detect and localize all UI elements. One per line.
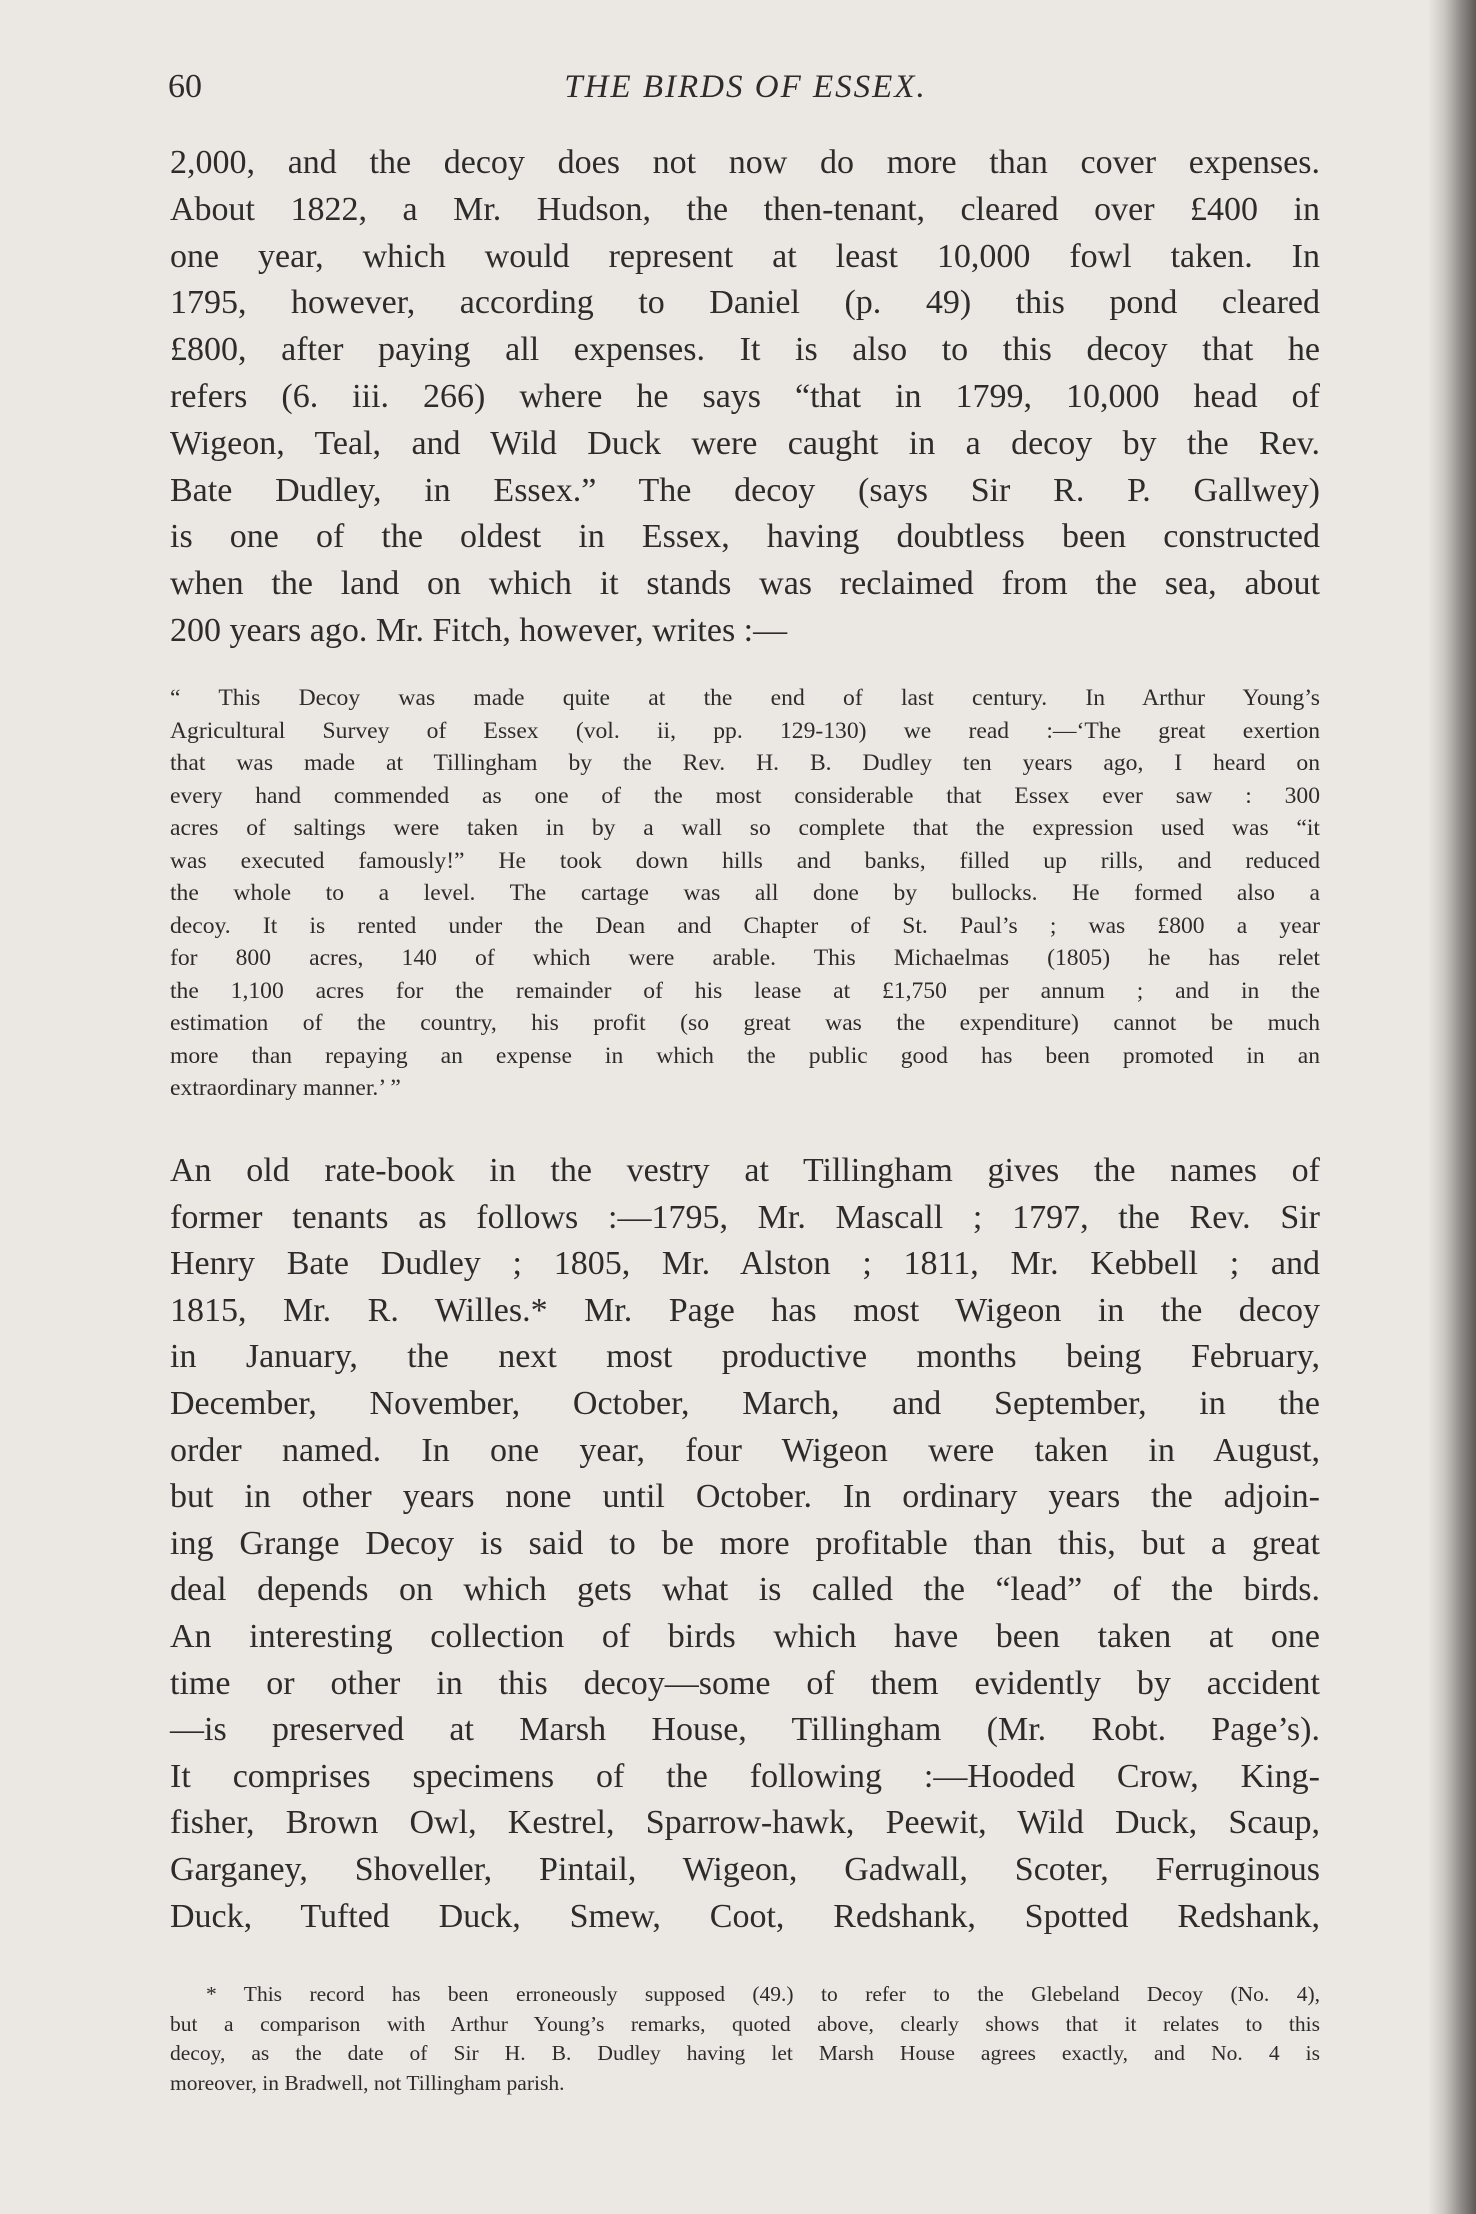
text-line: Duck, Tufted Duck, Smew, Coot, Redshank, Spotted Redshank, xyxy=(170,1897,1320,1935)
text-line: 1815, Mr. R. Willes.* Mr. Page has most Wigeon in the decoy xyxy=(170,1291,1320,1329)
quote-line: acres of saltings were taken in by a wall so complete that the expression used was “it xyxy=(170,815,1320,841)
text-line: Wigeon, Teal, and Wild Duck were caught in a decoy by the Rev. xyxy=(170,424,1320,462)
quote-line: for 800 acres, 140 of which were arable. This Michaelmas (1805) he has relet xyxy=(170,945,1320,971)
text-line: An interesting collection of birds which have been taken at one xyxy=(170,1617,1320,1655)
text-line: £800, after paying all expenses. It is also to this decoy that he xyxy=(170,331,1320,369)
text-line: 2,000, and the decoy does not now do more than cover expenses. xyxy=(170,144,1320,181)
quote-line: every hand commended as one of the most considerable that Essex ever saw : 300 xyxy=(170,782,1320,809)
text-line: About 1822, a Mr. Hudson, the then-tenant, cleared over £400 in xyxy=(170,190,1320,228)
text-line: refers (6. iii. 266) where he says “that in 1799, 10,000 head of xyxy=(170,377,1320,415)
text-line: It comprises specimens of the following :—Hooded Crow, King- xyxy=(170,1757,1320,1795)
footnote-line: decoy, as the date of Sir H. B. Dudley having let Marsh House agrees exactly, and No. 4 is xyxy=(170,2041,1320,2065)
quote-line: was executed famously!” He took down hills and banks, filled up rills, and reduced xyxy=(170,847,1320,874)
text-line: December, November, October, March, and September, in the xyxy=(170,1384,1320,1422)
quote-line: “ This Decoy was made quite at the end of last century. In Arthur Young’s xyxy=(170,685,1320,711)
quote-line: more than repaying an expense in which the public good has been promoted in an xyxy=(170,1042,1320,1069)
text-line: when the land on which it stands was reclaimed from the sea, about xyxy=(170,565,1320,603)
text-line: order named. In one year, four Wigeon were taken in August, xyxy=(170,1431,1320,1469)
body-paragraph-bottom xyxy=(170,1148,1320,1940)
page-number: 60 xyxy=(168,68,202,105)
quote-line: extraordinary manner.’ ” xyxy=(170,1075,401,1101)
quote-line: the 1,100 acres for the remainder of his lease at £1,750 per annum ; and in the xyxy=(170,977,1320,1004)
text-line: 1795, however, according to Daniel (p. 49) this pond cleared xyxy=(170,284,1320,322)
quote-line: decoy. It is rented under the Dean and Chapter of St. Paul’s ; was £800 a year xyxy=(170,912,1320,939)
text-line: —is preserved at Marsh House, Tillingham (Mr. Robt. Page’s). xyxy=(170,1711,1320,1749)
text-line: is one of the oldest in Essex, having doubtless been constructed xyxy=(170,518,1320,556)
text-line: Bate Dudley, in Essex.” The decoy (says Sir R. P. Gallwey) xyxy=(170,471,1320,509)
running-title: THE BIRDS OF ESSEX. xyxy=(564,69,927,105)
text-line: former tenants as follows :—1795, Mr. Mascall ; 1797, the Rev. Sir xyxy=(170,1198,1320,1236)
text-line: 200 years ago. Mr. Fitch, however, writes :— xyxy=(170,611,788,649)
binding-shadow xyxy=(1428,0,1476,2214)
quote-line: the whole to a level. The cartage was all done by bullocks. He formed also a xyxy=(170,880,1320,906)
quote-line: Agricultural Survey of Essex (vol. ii, pp. 129-130) we read :—‘The great exertion xyxy=(170,717,1320,744)
footnote-line: moreover, in Bradwell, not Tillingham parish. xyxy=(170,2070,565,2095)
text-line: deal depends on which gets what is called the “lead” of the birds. xyxy=(170,1571,1320,1609)
quote-line: estimation of the country, his profit (so great was the expenditure) cannot be much xyxy=(170,1010,1320,1036)
body-paragraph-top xyxy=(170,140,1320,655)
text-line: Henry Bate Dudley ; 1805, Mr. Alston ; 1811, Mr. Kebbell ; and xyxy=(170,1245,1320,1283)
footnote-line: * This record has been erroneously supposed (49.) to refer to the Glebeland Decoy (No. 4), xyxy=(206,1982,1320,2006)
footnote xyxy=(170,1980,1320,2098)
text-line: ing Grange Decoy is said to be more profitable than this, but a great xyxy=(170,1524,1320,1562)
text-line: fisher, Brown Owl, Kestrel, Sparrow-hawk, Peewit, Wild Duck, Scaup, xyxy=(170,1804,1320,1842)
text-line: in January, the next most productive months being February, xyxy=(170,1338,1320,1376)
quote-line: that was made at Tillingham by the Rev. H. B. Dudley ten years ago, I heard on xyxy=(170,750,1320,776)
footnote-line: but a comparison with Arthur Young’s remarks, quoted above, clearly shows that it relates to this xyxy=(170,2011,1320,2036)
page-header xyxy=(168,62,1323,112)
text-line: An old rate-book in the vestry at Tillingham gives the names of xyxy=(170,1152,1320,1189)
block-quotation xyxy=(170,682,1320,1105)
text-line: but in other years none until October. In ordinary years the adjoin- xyxy=(170,1478,1320,1516)
text-line: time or other in this decoy—some of them evidently by accident xyxy=(170,1664,1320,1702)
text-line: Garganey, Shoveller, Pintail, Wigeon, Gadwall, Scoter, Ferruginous xyxy=(170,1850,1320,1888)
text-line: one year, which would represent at least 10,000 fowl taken. In xyxy=(170,237,1320,275)
